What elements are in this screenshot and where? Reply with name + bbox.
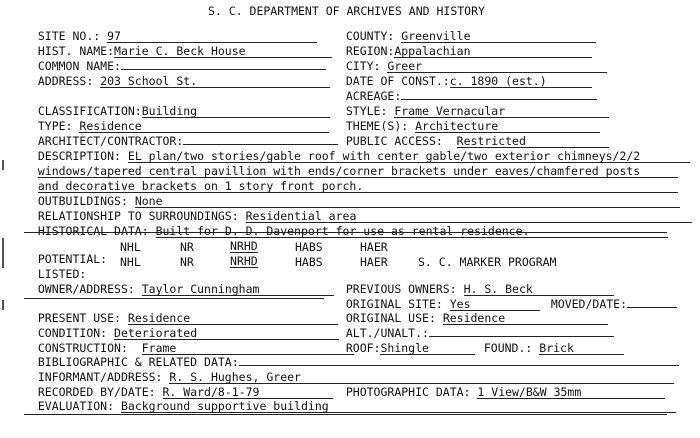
- relationship-value: Residential area: [246, 211, 692, 223]
- evaluation-line-2: [24, 414, 667, 415]
- type-label: TYPE:: [37, 119, 73, 133]
- original-site-value: Yes: [450, 299, 540, 311]
- informant-label: INFORMANT/ADDRESS:: [37, 370, 163, 384]
- historical-label: HISTORICAL DATA:: [37, 224, 149, 238]
- alt-unalt-label: ALT./UNALT.:: [345, 326, 429, 340]
- site-no-label: SITE NO.:: [37, 29, 101, 43]
- owner-label: OWNER/ADDRESS:: [37, 282, 135, 296]
- date-value: c. 1890 (est.): [450, 76, 592, 88]
- region-label: REGION:: [345, 44, 395, 58]
- potential-haer: HAER: [360, 240, 388, 254]
- relationship-label: RELATIONSHIP TO SURROUNDINGS:: [37, 209, 239, 223]
- classification-value: Building: [142, 106, 330, 118]
- construction-value: Frame: [142, 343, 354, 355]
- historical-value: Built for D. D. Davenport for use as rental residence.: [156, 226, 668, 238]
- county-value: Greenville: [401, 31, 596, 43]
- classification-label: CLASSIFICATION:: [37, 104, 142, 118]
- moved-date-value: [627, 307, 677, 308]
- original-use-value: Residence: [443, 313, 608, 325]
- photographic-value: 1 View/B&W 35mm: [477, 387, 665, 399]
- marker-program: S. C. MARKER PROGRAM: [418, 255, 557, 269]
- hist-name-value: Marie C. Beck House: [114, 46, 332, 58]
- description-text-2: windows/tapered central pavillion with ends/corner brackets under eaves/chamfered posts: [38, 166, 678, 178]
- city-label: CITY:: [345, 59, 381, 73]
- condition-value: Deteriorated: [114, 328, 339, 340]
- style-value: Frame Vernacular: [394, 106, 609, 118]
- bibliographic-label: BIBLIOGRAPHIC & RELATED DATA:: [37, 355, 239, 369]
- listed-nr: NR: [180, 255, 194, 269]
- form-header: S. C. DEPARTMENT OF ARCHIVES AND HISTORY: [208, 4, 485, 18]
- original-site-label: ORIGINAL SITE:: [345, 297, 443, 311]
- address-row: [24, 63, 330, 88]
- previous-owners-label: PREVIOUS OWNERS:: [345, 282, 457, 296]
- potential-label: POTENTIAL:: [37, 252, 108, 266]
- original-use-label: ORIGINAL USE:: [345, 311, 436, 325]
- description-text-3: and decorative brackets on 1 story front porch.: [38, 181, 678, 193]
- owner-row: [24, 271, 334, 296]
- hist-name-label: HIST. NAME:: [37, 44, 115, 58]
- description-label: DESCRIPTION:: [37, 149, 121, 163]
- margin-mark: [2, 160, 4, 170]
- condition-label: CONDITION:: [37, 326, 108, 340]
- recorded-value: R. Ward/8-1-79: [163, 387, 333, 399]
- moved-date-label: MOVED/DATE:: [550, 297, 628, 311]
- present-use-label: PRESENT USE:: [37, 311, 121, 325]
- address-value: 203 School St.: [100, 76, 330, 88]
- date-label: DATE OF CONST.:: [345, 74, 450, 88]
- outbuildings-label: OUTBUILDINGS:: [37, 194, 128, 208]
- type-value: Residence: [79, 121, 329, 133]
- roof-label: ROOF:: [345, 341, 381, 355]
- informant-value: R. S. Hughes, Greer: [169, 372, 674, 384]
- potential-nhl: NHL: [120, 240, 141, 254]
- listed-haer: HAER: [360, 255, 388, 269]
- foundation-value: Brick: [539, 343, 624, 355]
- listed-habs: HABS: [295, 255, 323, 269]
- listed-nrhd: NRHD: [230, 254, 258, 268]
- county-label: COUNTY:: [345, 29, 395, 43]
- photographic-label: PHOTOGRAPHIC DATA:: [345, 385, 471, 399]
- owner-address-line: [24, 298, 324, 299]
- evaluation-row: [24, 388, 676, 413]
- previous-owners-value: H. S. Beck: [464, 284, 614, 296]
- theme-value: Architecture: [415, 121, 600, 133]
- style-label: STYLE:: [345, 104, 388, 118]
- foundation-label: FOUND.:: [483, 341, 533, 355]
- city-value: Greer: [387, 61, 607, 73]
- recorded-label: RECORDED BY/DATE:: [37, 385, 156, 399]
- common-name-label: COMMON NAME:: [37, 59, 121, 73]
- roof-value: Shingle: [380, 343, 475, 355]
- region-value: Appalachian: [394, 46, 592, 58]
- potential-nr: NR: [180, 240, 194, 254]
- access-label: PUBLIC ACCESS:: [345, 134, 443, 148]
- potential-nrhd: NRHD: [230, 239, 258, 253]
- section-divider: [24, 232, 667, 233]
- listed-nhl: NHL: [120, 255, 141, 269]
- site-no-value: 97: [107, 31, 317, 43]
- acreage-label: ACREAGE:: [345, 89, 402, 103]
- evaluation-value: Background supportive building: [121, 401, 676, 413]
- evaluation-label: EVALUATION:: [37, 399, 115, 413]
- present-use-value: Residence: [128, 313, 338, 325]
- historical-row: [24, 213, 668, 238]
- architect-label: ARCHITECT/CONTRACTOR:: [37, 134, 184, 148]
- owner-value: Taylor Cunningham: [142, 284, 334, 296]
- margin-mark: [2, 300, 4, 310]
- access-value: Restricted: [457, 136, 609, 148]
- margin-mark: [2, 238, 4, 268]
- potential-habs: HABS: [295, 240, 323, 254]
- outbuildings-value: None: [135, 196, 680, 208]
- construction-label: CONSTRUCTION:: [37, 341, 128, 355]
- address-label: ADDRESS:: [37, 74, 94, 88]
- theme-label: THEME(S):: [345, 119, 409, 133]
- listed-label: LISTED:: [37, 267, 87, 281]
- description-text-1: EL plan/two stories/gable roof with center gable/two exterior chimneys/2/2: [128, 151, 690, 163]
